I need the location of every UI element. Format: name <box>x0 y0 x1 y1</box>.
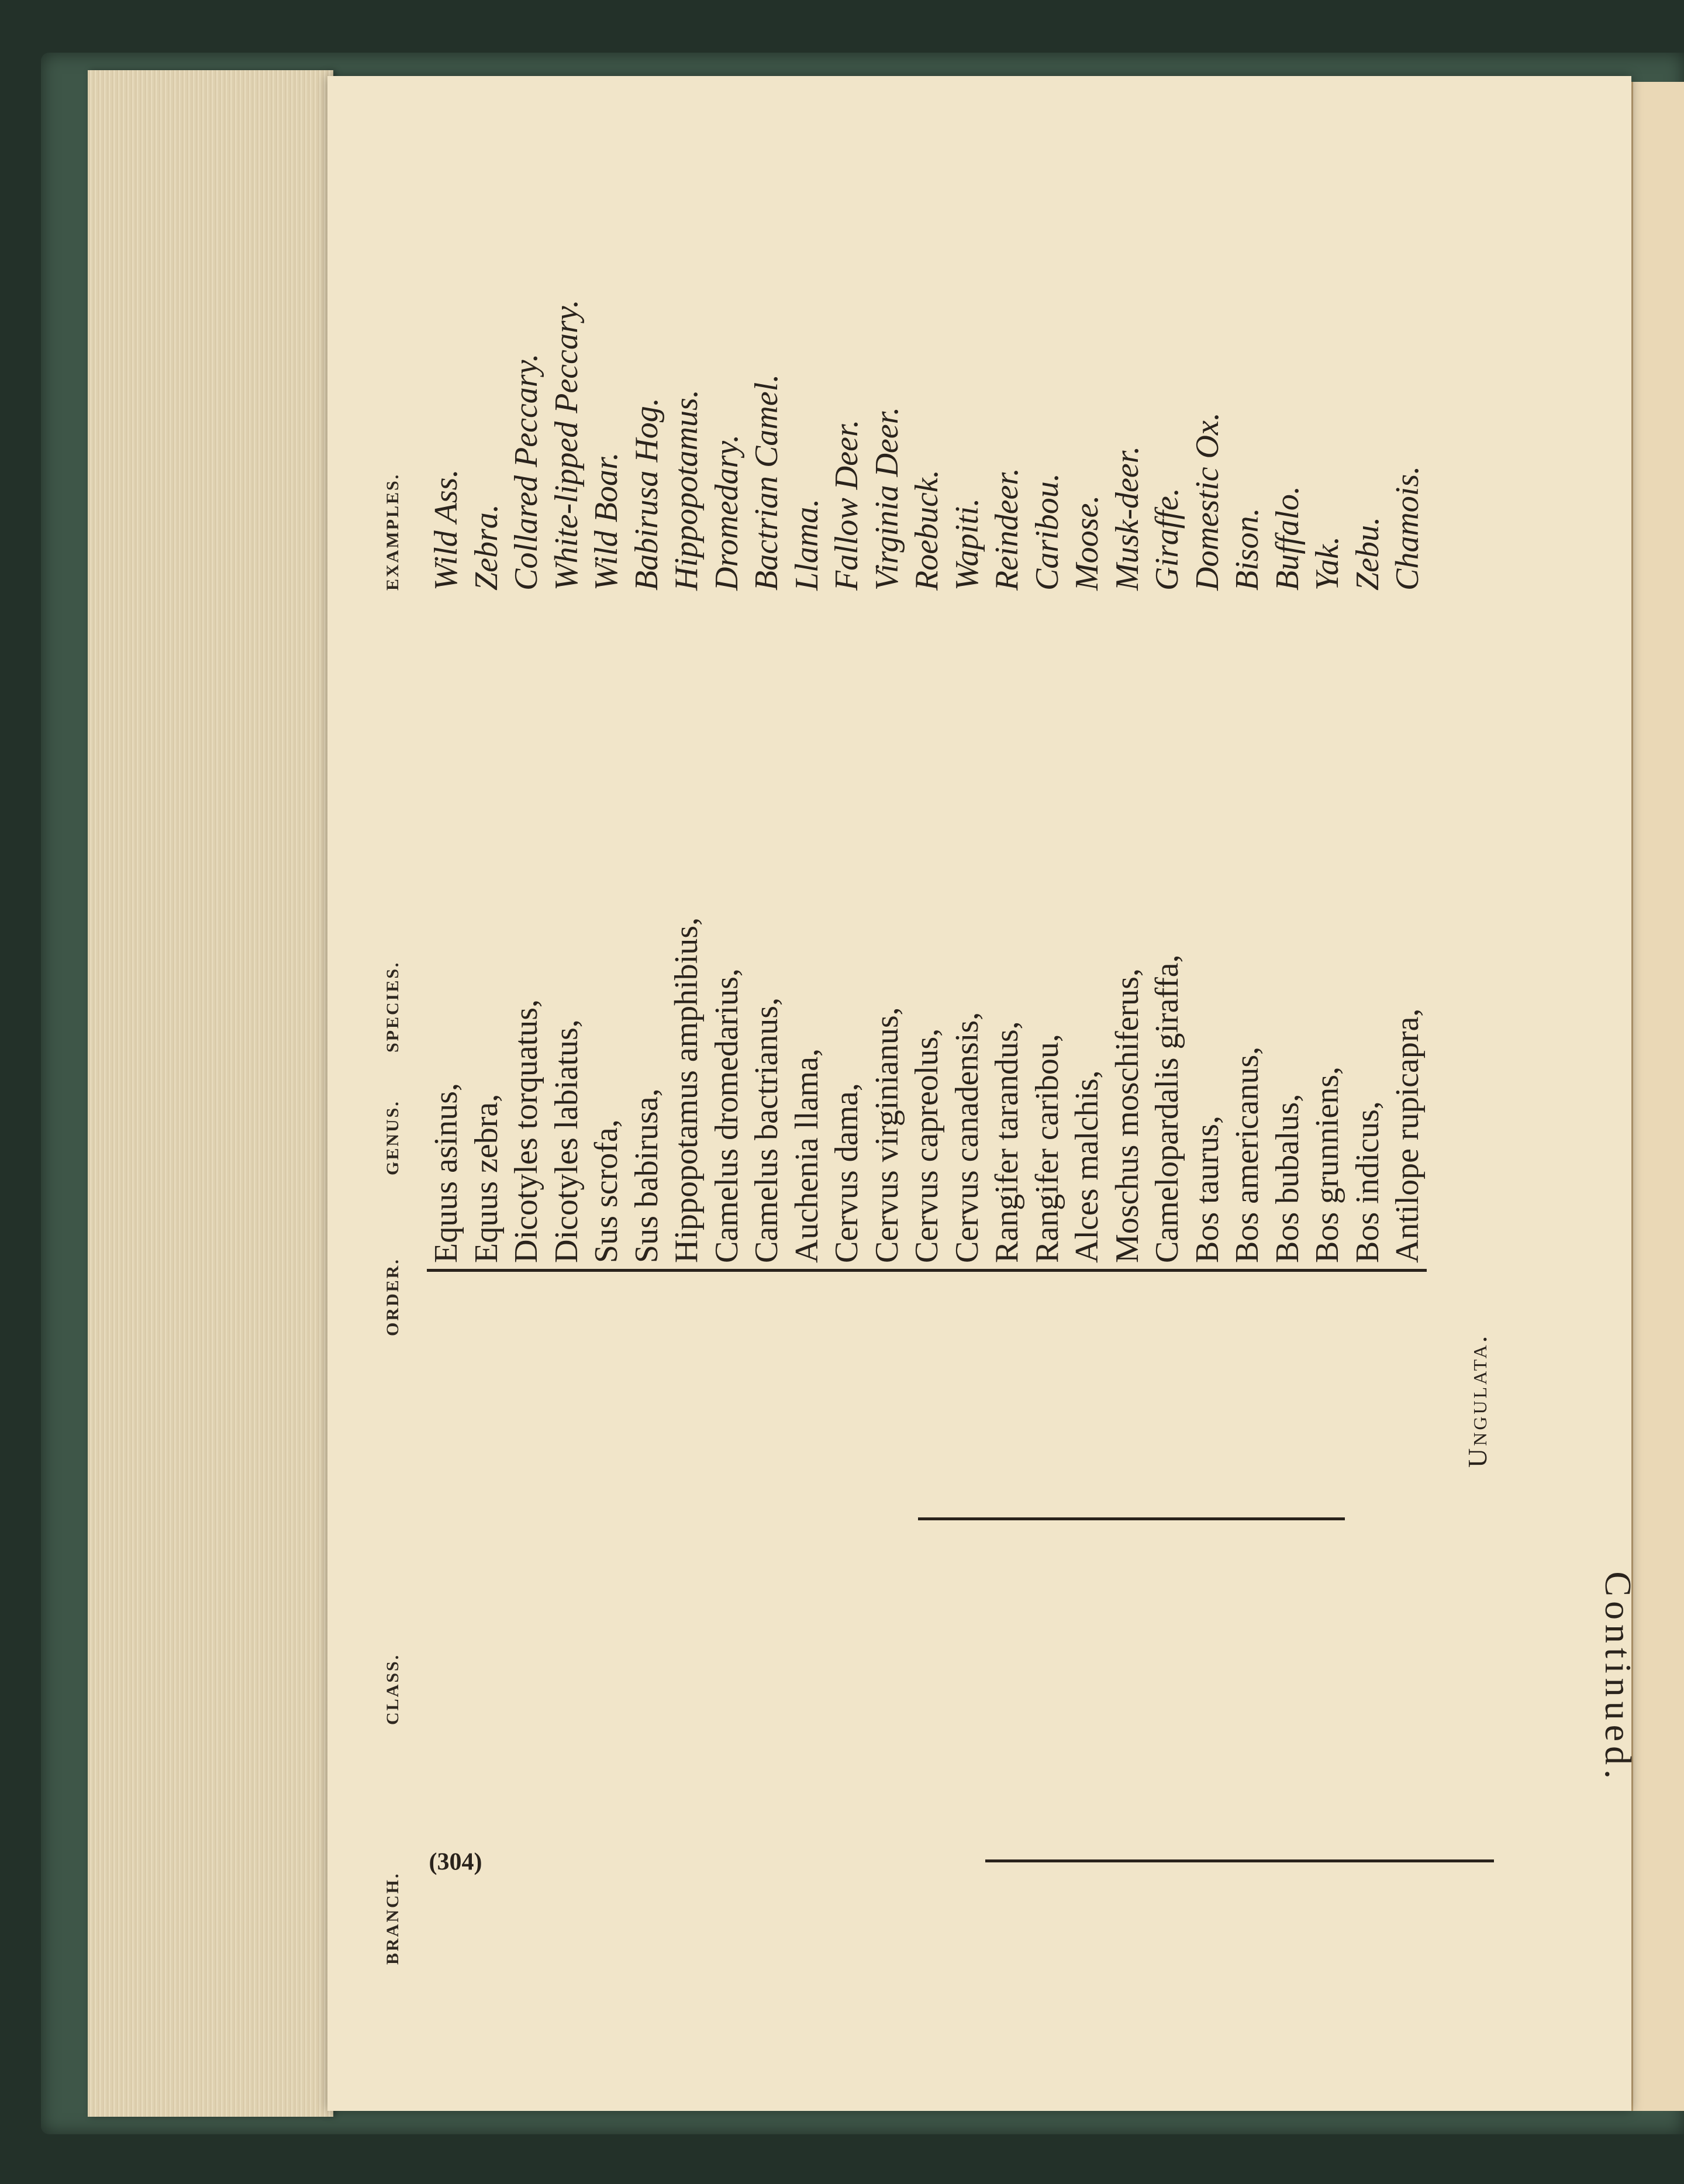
table-row <box>427 76 465 2111</box>
genus-species: Sus scrofa, <box>588 1119 624 1263</box>
table-row <box>467 76 506 2111</box>
genus-species: Camelus dromedarius, <box>708 968 745 1263</box>
table-row <box>988 76 1026 2111</box>
table-row <box>747 76 786 2111</box>
genus-species: Hippopotamus amphibius, <box>668 917 705 1263</box>
table-row <box>507 76 546 2111</box>
table-row <box>1308 76 1347 2111</box>
header-species: SPECIES. <box>383 961 402 1053</box>
example-name: White-lipped Peccary. <box>548 299 585 591</box>
example-name: Dromedary. <box>708 434 745 591</box>
genus-species: Cervus dama, <box>829 1083 865 1263</box>
example-name: Buffalo. <box>1269 486 1306 591</box>
genus-species: Alces malchis, <box>1069 1070 1105 1263</box>
example-name: Hippopotamus. <box>668 389 705 591</box>
example-name: Zebu. <box>1349 517 1386 591</box>
book-page <box>327 76 1639 2111</box>
genus-species: Dicotyles labiatus, <box>548 1019 585 1263</box>
genus-species: Equus asinus, <box>428 1083 464 1263</box>
header-order: ORDER. <box>383 1258 402 1336</box>
table-row <box>948 76 986 2111</box>
page-edges <box>88 70 333 2117</box>
example-name: Chamois. <box>1389 465 1426 591</box>
genus-species: Rangifer tarandus, <box>989 1021 1025 1263</box>
genus-species: Camelus bactrianus, <box>748 997 785 1263</box>
genus-species: Cervus virginianus, <box>868 1007 905 1263</box>
example-name: Wild Ass. <box>428 469 464 591</box>
table-row <box>1228 76 1267 2111</box>
genus-brace <box>427 1269 1427 1272</box>
table-row <box>587 76 626 2111</box>
genus-species: Cervus canadensis, <box>948 1012 985 1263</box>
table-row <box>708 76 746 2111</box>
example-name: Caribou. <box>1029 473 1065 591</box>
genus-species: Equus zebra, <box>468 1093 505 1263</box>
table-row <box>627 76 666 2111</box>
genus-species: Antilope rupicapra, <box>1389 1008 1426 1263</box>
rotated-table <box>327 76 1639 2111</box>
order-brace <box>918 1517 1345 1520</box>
example-name: Giraffe. <box>1149 488 1185 591</box>
genus-species: Sus babirusa, <box>628 1088 665 1263</box>
table-row <box>1268 76 1307 2111</box>
genus-species: Bos taurus, <box>1189 1116 1226 1263</box>
genus-species: Moschus moschiferus, <box>1109 968 1145 1263</box>
header-genus: GENUS. <box>383 1100 402 1175</box>
continued-label: Continued. <box>1597 1571 1639 1783</box>
table-row <box>827 76 866 2111</box>
page-number: (304) <box>429 1848 482 1876</box>
header-examples: EXAMPLES. <box>383 472 402 591</box>
example-name: Roebuck. <box>909 470 945 591</box>
table-row <box>1148 76 1186 2111</box>
example-name: Babirusa Hog. <box>628 398 665 591</box>
branch-brace <box>985 1859 1494 1862</box>
genus-species: Rangifer caribou, <box>1029 1034 1065 1263</box>
example-name: Virginia Deer. <box>868 406 905 591</box>
genus-species: Auchenia llama, <box>788 1048 825 1263</box>
table-row <box>667 76 706 2111</box>
example-name: Wapiti. <box>948 498 985 591</box>
table-row <box>1348 76 1387 2111</box>
example-name: Collared Peccary. <box>508 353 544 591</box>
header-branch: BRANCH. <box>383 1872 402 1965</box>
genus-species: Bos americanus, <box>1229 1046 1265 1263</box>
genus-species: Bos indicus, <box>1349 1101 1386 1263</box>
example-name: Wild Boar. <box>588 452 624 591</box>
genus-species: Cervus capreolus, <box>909 1028 945 1263</box>
example-name: Zebra. <box>468 504 505 591</box>
genus-species: Dicotyles torquatus, <box>508 999 544 1263</box>
example-name: Fallow Deer. <box>829 419 865 591</box>
order-name: Ungulata. <box>1462 1333 1492 1468</box>
header-class: CLASS. <box>383 1653 402 1725</box>
genus-species: Bos bubalus, <box>1269 1093 1306 1263</box>
next-page-edge <box>1631 82 1684 2111</box>
table-row <box>1388 76 1427 2111</box>
table-row <box>907 76 946 2111</box>
example-name: Llama. <box>788 498 825 591</box>
example-name: Reindeer. <box>989 468 1025 591</box>
genus-species: Bos grunniens, <box>1309 1067 1345 1263</box>
table-row <box>1108 76 1147 2111</box>
genus-species: Camelopardalis giraffa, <box>1149 954 1185 1263</box>
example-name: Musk-deer. <box>1109 446 1145 591</box>
table-row <box>547 76 586 2111</box>
example-name: Yak. <box>1309 536 1345 591</box>
example-name: Bactrian Camel. <box>748 374 785 591</box>
table-row <box>1068 76 1106 2111</box>
example-name: Domestic Ox. <box>1189 412 1226 591</box>
table-row <box>1028 76 1067 2111</box>
table-row <box>868 76 906 2111</box>
table-row <box>788 76 826 2111</box>
example-name: Moose. <box>1069 495 1105 591</box>
table-row <box>1188 76 1227 2111</box>
example-name: Bison. <box>1229 508 1265 591</box>
